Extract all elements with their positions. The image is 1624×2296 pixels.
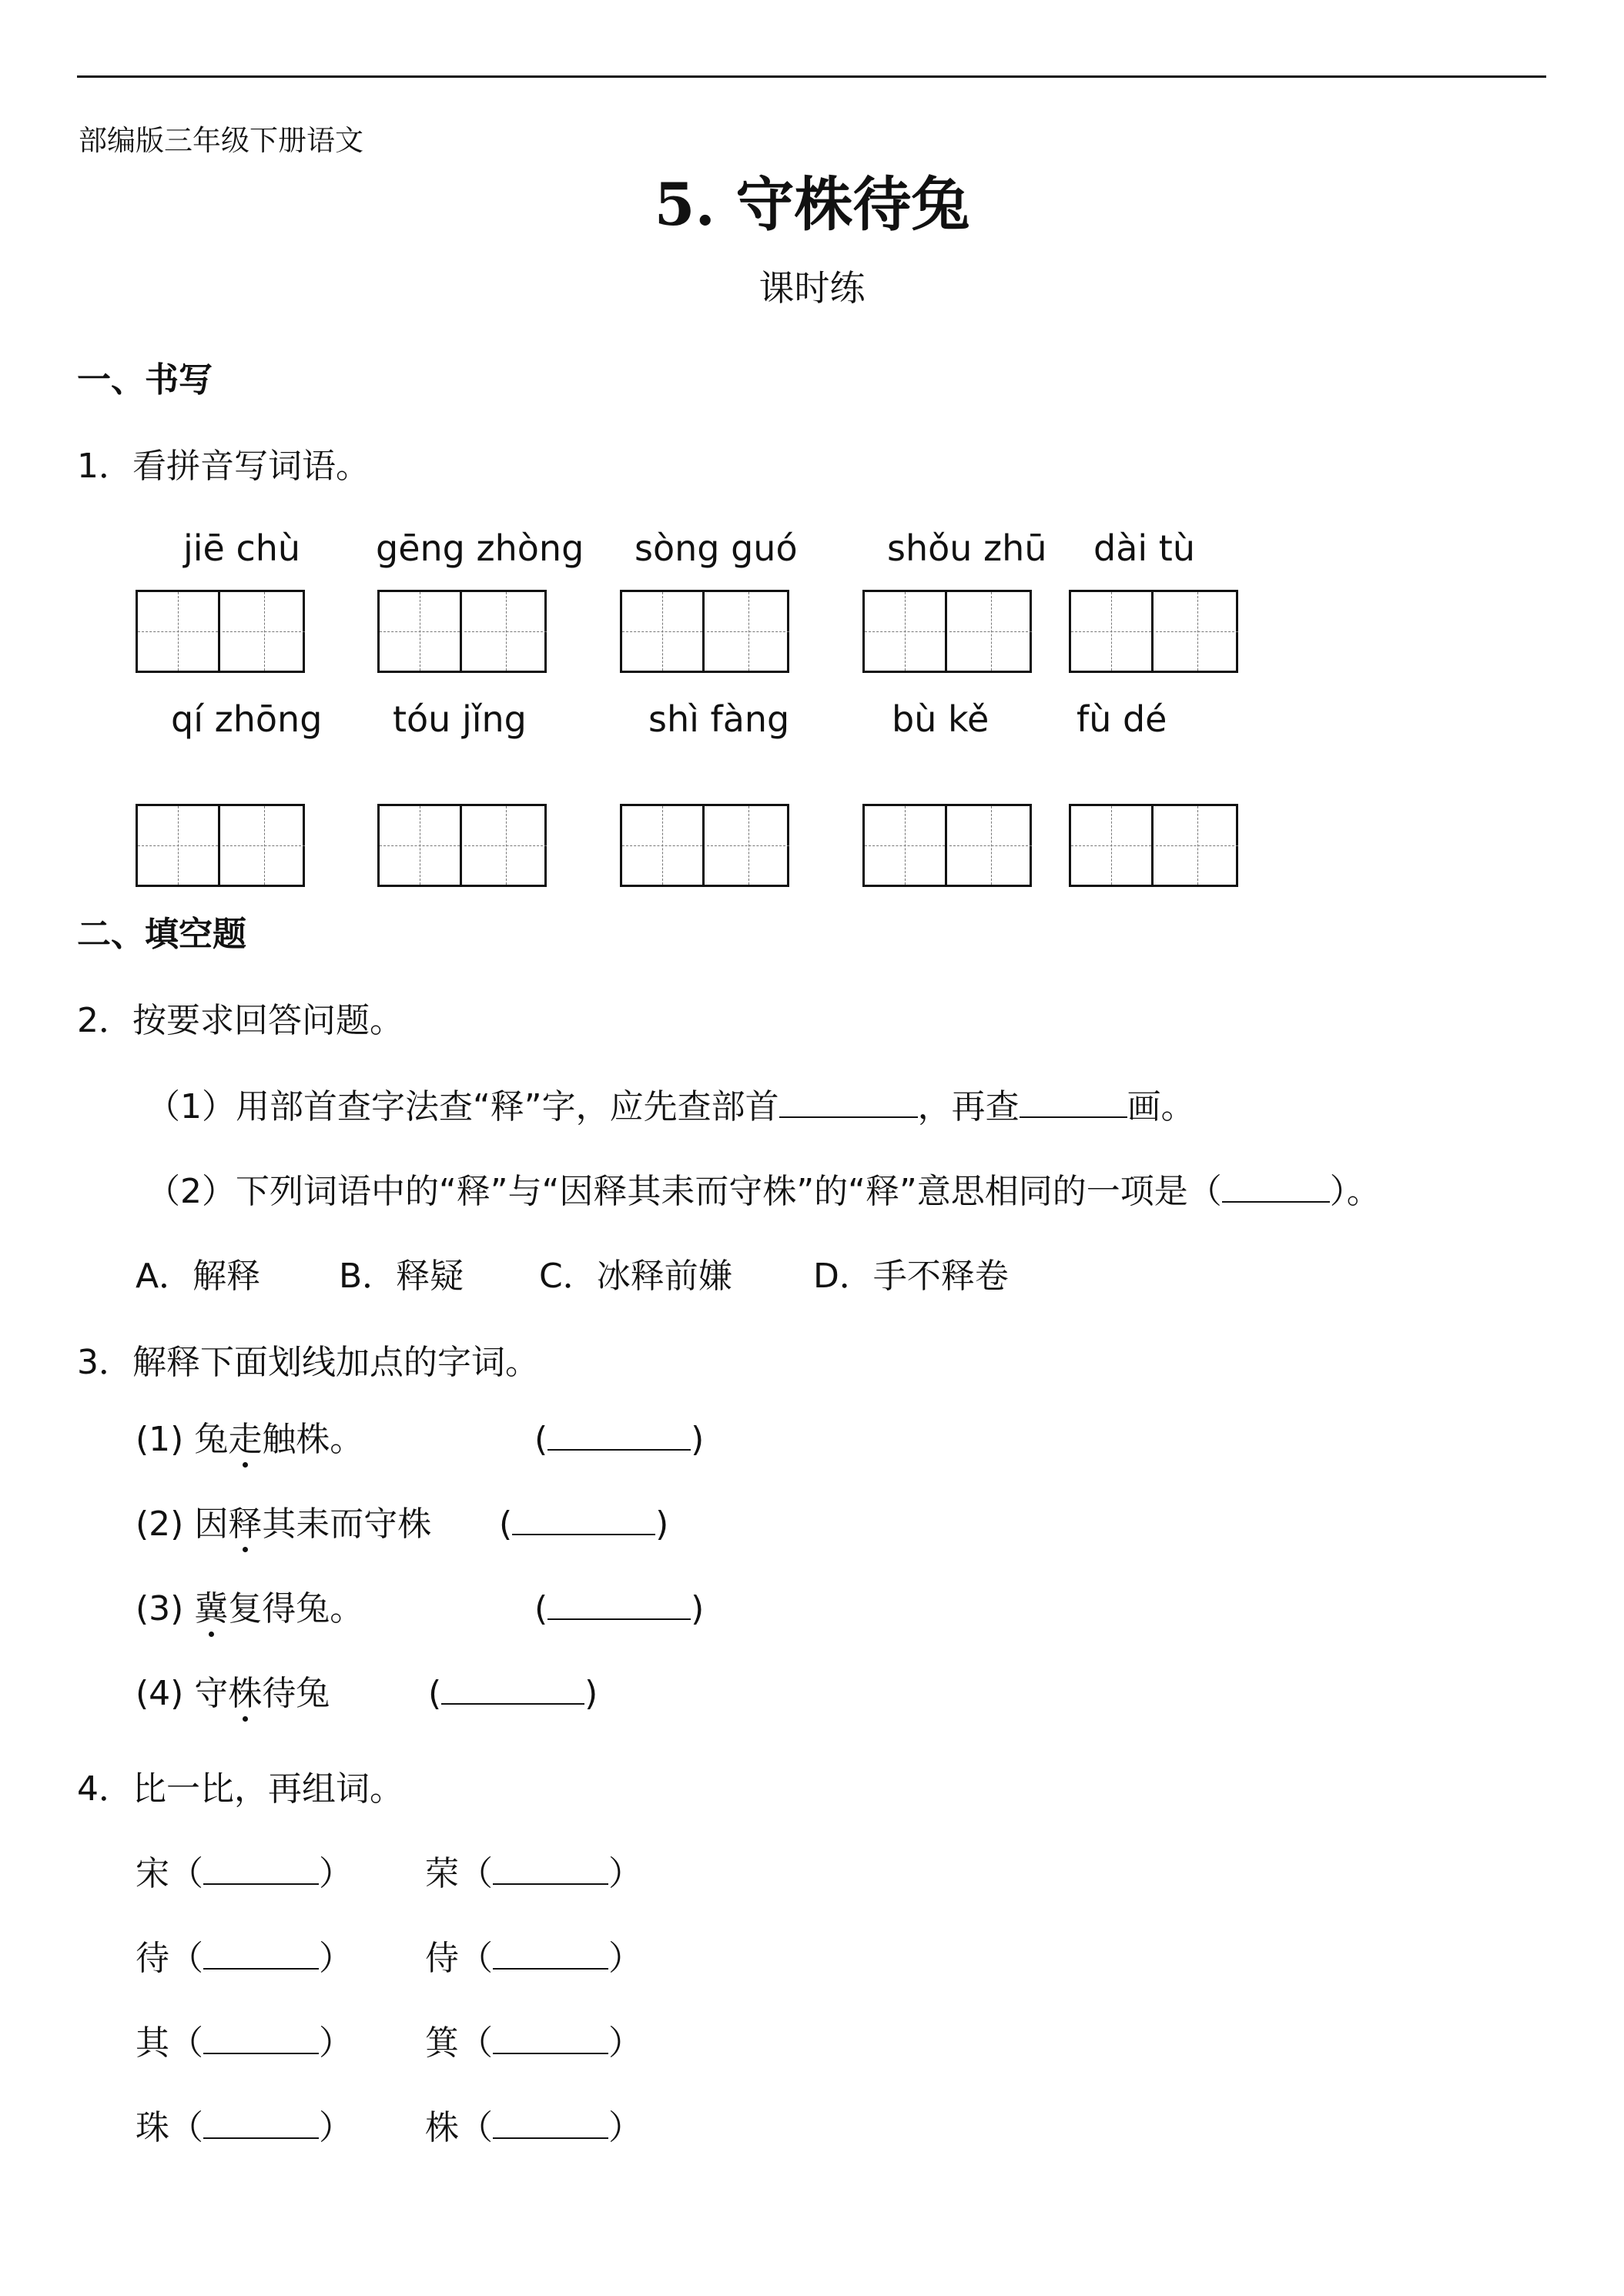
- close-paren: ): [691, 1589, 705, 1628]
- compare-item-left: [136, 2107, 353, 2150]
- close-paren: ): [655, 1504, 669, 1544]
- question-3-item-3: [136, 1588, 363, 1631]
- question-2-part-1-text: 画。: [1127, 1087, 1195, 1126]
- answer-blank[interactable]: [203, 1854, 319, 1885]
- dotted-character: 走: [228, 1418, 262, 1461]
- answer-blank[interactable]: [493, 2108, 608, 2139]
- item-text: 其耒而守株: [262, 1504, 432, 1544]
- compare-item-right: [425, 2107, 642, 2150]
- open-paren: (: [428, 1674, 442, 1713]
- answer-blank[interactable]: [203, 1939, 319, 1970]
- pinyin-label: qí zhōng: [171, 698, 323, 740]
- pinyin-label: jiē chù: [183, 527, 301, 569]
- question-2-part-1: [146, 1086, 1195, 1129]
- item-number: (3): [136, 1589, 195, 1628]
- open-paren: (: [534, 1589, 548, 1628]
- item-number: (2): [136, 1504, 195, 1544]
- open-paren: (: [534, 1420, 548, 1459]
- option-c[interactable]: C．冰释前嫌: [539, 1257, 732, 1296]
- close-paren: ）: [319, 1939, 353, 1978]
- answer-blank[interactable]: [203, 2023, 319, 2054]
- item-text: 复得兔。: [228, 1589, 364, 1628]
- character: 箕: [425, 2023, 459, 2063]
- item-text: 因: [194, 1504, 229, 1544]
- open-paren: （: [459, 1854, 493, 1893]
- section-heading-writing: 一、书写: [77, 360, 213, 400]
- question-3-answer-3: [534, 1588, 704, 1631]
- open-paren: （: [169, 2023, 203, 2063]
- character: 其: [136, 2023, 169, 2063]
- close-paren: ）: [608, 2108, 642, 2147]
- close-paren: ): [584, 1674, 598, 1713]
- open-paren: (: [499, 1504, 513, 1544]
- lesson-title: 5. 守株待兔: [654, 170, 970, 239]
- writing-grid[interactable]: [862, 590, 1032, 673]
- answer-blank[interactable]: [203, 2108, 319, 2139]
- close-paren: ）: [608, 1854, 642, 1893]
- compare-item-right: [425, 2022, 642, 2065]
- pinyin-label: gēng zhòng: [376, 527, 584, 569]
- question-2-part-1-text: ，再查: [917, 1087, 1020, 1126]
- pinyin-label: sòng guó: [635, 527, 798, 569]
- writing-grid[interactable]: [1069, 804, 1238, 887]
- question-2-part-1-text: （1）用部首查字法查“释”字，应先查部首: [146, 1087, 779, 1126]
- character: 侍: [425, 1939, 459, 1978]
- pinyin-label: shǒu zhū: [887, 527, 1047, 569]
- character: 株: [425, 2108, 459, 2147]
- option-b[interactable]: B．释疑: [339, 1257, 464, 1296]
- writing-grid[interactable]: [377, 804, 547, 887]
- close-paren: ）: [319, 1854, 353, 1893]
- close-paren: ）: [608, 1939, 642, 1978]
- writing-grid[interactable]: [136, 804, 305, 887]
- pinyin-label: tóu jǐng: [393, 698, 527, 740]
- item-text: 待兔: [262, 1674, 330, 1713]
- compare-item-right: [425, 1853, 642, 1896]
- item-number: (1): [136, 1420, 195, 1459]
- open-paren: （: [169, 2108, 203, 2147]
- answer-blank-radical[interactable]: [779, 1087, 918, 1118]
- character: 荣: [425, 1854, 459, 1893]
- option-a[interactable]: A．解释: [136, 1257, 261, 1296]
- answer-blank-strokes[interactable]: [1020, 1087, 1127, 1118]
- question-2-part-2-text: （2）下列词语中的“释”与“因释其耒而守株”的“释”意思相同的一项是（: [146, 1172, 1222, 1211]
- writing-grid[interactable]: [1069, 590, 1238, 673]
- answer-blank[interactable]: [493, 1854, 608, 1885]
- close-paren: ）: [319, 2108, 353, 2147]
- open-paren: （: [459, 1939, 493, 1978]
- question-3-answer-4: [428, 1672, 598, 1715]
- pinyin-label: fù dé: [1077, 698, 1167, 740]
- close-paren: ）: [608, 2023, 642, 2063]
- answer-blank[interactable]: [512, 1504, 655, 1535]
- item-text: 兔: [194, 1420, 229, 1459]
- answer-blank[interactable]: [493, 1939, 608, 1970]
- item-number: (4): [136, 1674, 195, 1713]
- question-3-item-1: [136, 1418, 363, 1461]
- writing-grid[interactable]: [377, 590, 547, 673]
- question-3-item-4: [136, 1672, 330, 1715]
- pinyin-label: bù kě: [892, 698, 989, 740]
- answer-blank[interactable]: [547, 1589, 691, 1620]
- dotted-character: 冀: [194, 1588, 228, 1631]
- question-2-part-2: [146, 1170, 1381, 1213]
- dotted-character: 释: [228, 1503, 262, 1546]
- open-paren: （: [459, 2108, 493, 2147]
- open-paren: （: [169, 1939, 203, 1978]
- question-1-prompt: 1．看拼音写词语。: [77, 447, 370, 486]
- answer-blank-choice[interactable]: [1222, 1172, 1330, 1203]
- lesson-subtitle: 课时练: [758, 267, 866, 309]
- pinyin-label: dài tù: [1093, 527, 1195, 569]
- compare-item-left: [136, 1853, 353, 1896]
- textbook-label: 部编版三年级下册语文: [79, 124, 363, 157]
- item-text: 触株。: [262, 1420, 364, 1459]
- header-rule: [77, 75, 1546, 78]
- answer-blank[interactable]: [441, 1674, 584, 1705]
- writing-grid[interactable]: [862, 804, 1032, 887]
- writing-grid[interactable]: [136, 590, 305, 673]
- compare-item-right: [425, 1937, 642, 1980]
- question-4-prompt: 4．比一比，再组词。: [77, 1769, 403, 1809]
- writing-grid[interactable]: [620, 804, 789, 887]
- compare-item-left: [136, 2022, 353, 2065]
- section-heading-fill-in: 二、填空题: [77, 915, 246, 954]
- question-3-item-2: [136, 1503, 431, 1546]
- question-3-answer-1: [534, 1418, 704, 1461]
- item-text: 守: [194, 1674, 229, 1713]
- close-paren: ): [691, 1420, 705, 1459]
- character: 珠: [136, 2108, 169, 2147]
- character: 待: [136, 1939, 169, 1978]
- answer-blank[interactable]: [493, 2023, 608, 2054]
- question-3-answer-2: [499, 1503, 668, 1546]
- question-2-part-2-text: ）。: [1329, 1172, 1381, 1211]
- writing-grid[interactable]: [620, 590, 789, 673]
- open-paren: （: [169, 1854, 203, 1893]
- close-paren: ）: [319, 2023, 353, 2063]
- open-paren: （: [459, 2023, 493, 2063]
- question-3-prompt: 3．解释下面划线加点的字词。: [77, 1343, 539, 1382]
- dotted-character: 株: [228, 1672, 262, 1715]
- option-d[interactable]: D．手不释卷: [813, 1257, 1009, 1296]
- question-2-prompt: 2．按要求回答问题。: [77, 1001, 403, 1040]
- pinyin-label: shì fàng: [648, 698, 790, 740]
- answer-blank[interactable]: [547, 1420, 691, 1451]
- character: 宋: [136, 1854, 169, 1893]
- compare-item-left: [136, 1937, 353, 1980]
